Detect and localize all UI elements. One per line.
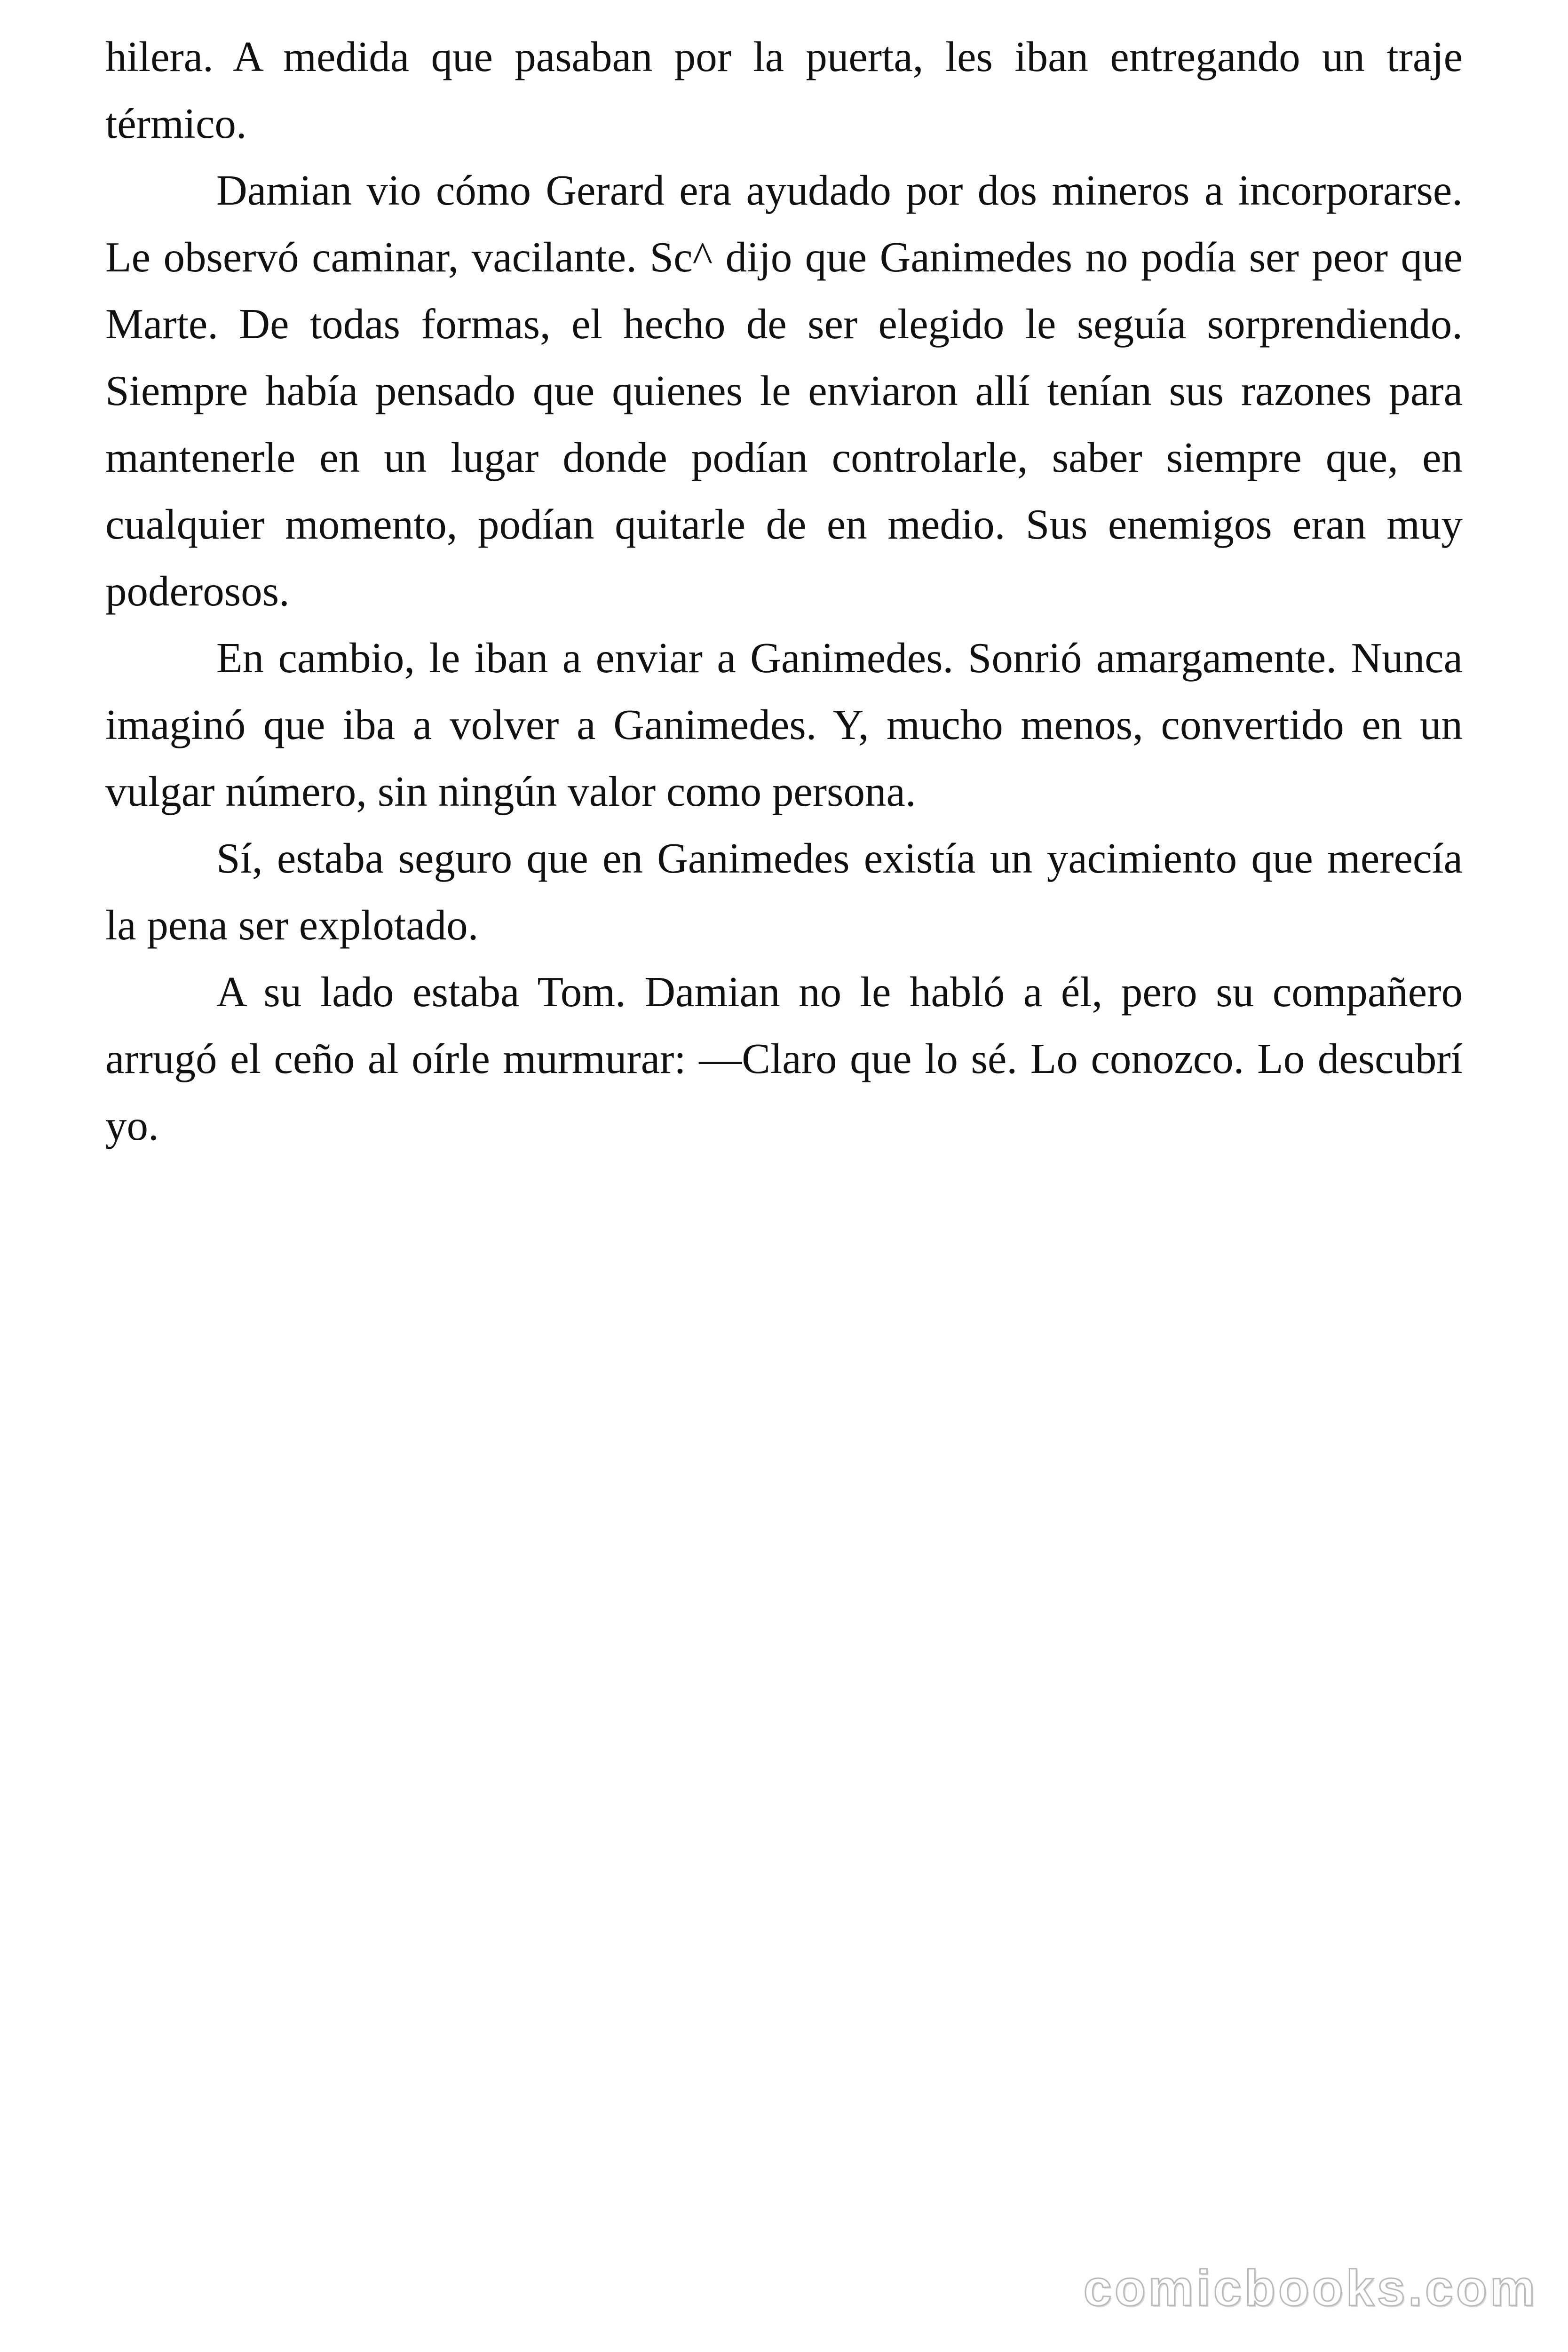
body-text bbox=[105, 24, 1463, 1159]
paragraph-continued: hilera. A medida que pasaban por la puerta, les iban entregando un traje térmico. bbox=[105, 33, 1463, 147]
watermark-logo: comicbooks.com bbox=[1083, 2259, 1538, 2316]
paragraph: En cambio, le iban a enviar a Ganimedes. Sonrió amargamente. Nunca imaginó que iba a volver a Ganimedes. Y, mucho menos, convertido en un vulgar número, sin ningún valor como persona. bbox=[105, 634, 1463, 815]
paragraph: A su lado estaba Tom. Damian no le habló a él, pero su compañero arrugó el ceño al oírle murmurar: —Claro que lo sé. Lo conozco. Lo descubrí yo. bbox=[105, 968, 1463, 1149]
paragraph: Sí, estaba seguro que en Ganimedes existía un yacimiento que merecía la pena ser explotado. bbox=[105, 834, 1463, 949]
paragraph: Damian vio cómo Gerard era ayudado por dos mineros a incorporarse. Le observó caminar, vacilante. Sc^ dijo que Ganimedes no podía ser peor que Marte. De todas formas, el hecho de ser elegido le seguía sorprendiendo. Siempre había pensado que quienes le enviaron allí tenían sus razones para mantenerle en un lugar donde podían controlarle, saber siempre que, en cualquier momento, podían quitarle de en medio. Sus enemigos eran muy poderosos. bbox=[105, 167, 1463, 615]
